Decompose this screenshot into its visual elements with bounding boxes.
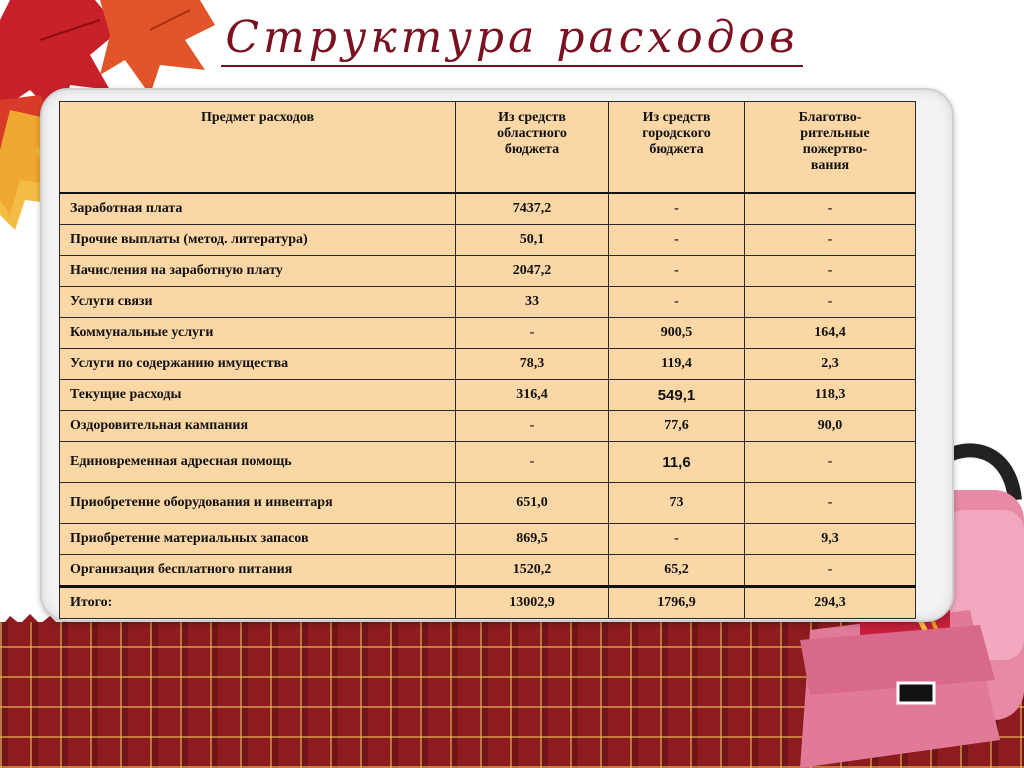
city-value: - — [609, 256, 745, 287]
charity-value: 9,3 — [745, 524, 916, 555]
city-value: 549,1 — [609, 380, 745, 411]
header-charity-donations: Благотво- рительные пожертво- вания — [745, 102, 916, 194]
table-row — [60, 349, 916, 380]
table-header-row — [60, 102, 916, 194]
expense-structure-table — [59, 101, 916, 619]
charity-value: - — [745, 256, 916, 287]
charity-value: 164,4 — [745, 318, 916, 349]
table-row — [60, 256, 916, 287]
expense-name: Единовременная адресная помощь — [60, 442, 456, 483]
regional-value: 651,0 — [456, 483, 609, 524]
total-charity: 294,3 — [745, 587, 916, 619]
expense-name: Услуги по содержанию имущества — [60, 349, 456, 380]
header-city-budget: Из средств городского бюджета — [609, 102, 745, 194]
table-row — [60, 225, 916, 256]
expense-name: Начисления на заработную плату — [60, 256, 456, 287]
city-value: 11,6 — [609, 442, 745, 483]
table-row — [60, 411, 916, 442]
page-title: Структура расходов — [221, 12, 802, 67]
city-value: - — [609, 287, 745, 318]
expense-name: Заработная плата — [60, 193, 456, 225]
city-value: 119,4 — [609, 349, 745, 380]
city-value: 65,2 — [609, 555, 745, 587]
table-total-row — [60, 587, 916, 619]
header-regional-budget: Из средств областного бюджета — [456, 102, 609, 194]
city-value: - — [609, 193, 745, 225]
regional-value: - — [456, 442, 609, 483]
city-value: - — [609, 225, 745, 256]
regional-value: - — [456, 318, 609, 349]
charity-value: - — [745, 555, 916, 587]
expense-name: Прочие выплаты (метод. литература) — [60, 225, 456, 256]
expense-name: Услуги связи — [60, 287, 456, 318]
regional-value: 2047,2 — [456, 256, 609, 287]
table-row — [60, 318, 916, 349]
charity-value: - — [745, 287, 916, 318]
city-value: 77,6 — [609, 411, 745, 442]
table-row — [60, 287, 916, 318]
charity-value: - — [745, 225, 916, 256]
table-row — [60, 524, 916, 555]
charity-value: - — [745, 193, 916, 225]
regional-value: - — [456, 411, 609, 442]
charity-value: 118,3 — [745, 380, 916, 411]
regional-value: 78,3 — [456, 349, 609, 380]
table-row — [60, 380, 916, 411]
expense-name: Оздоровительная кампания — [60, 411, 456, 442]
table-row — [60, 193, 916, 225]
city-value: 73 — [609, 483, 745, 524]
charity-value: - — [745, 442, 916, 483]
charity-value: 2,3 — [745, 349, 916, 380]
regional-value: 7437,2 — [456, 193, 609, 225]
table-row — [60, 442, 916, 483]
total-city: 1796,9 — [609, 587, 745, 619]
header-expense-item: Предмет расходов — [60, 102, 456, 194]
page-title-container — [0, 12, 1024, 63]
expense-name: Приобретение материальных запасов — [60, 524, 456, 555]
regional-value: 1520,2 — [456, 555, 609, 587]
table-row — [60, 483, 916, 524]
expense-name: Текущие расходы — [60, 380, 456, 411]
regional-value: 50,1 — [456, 225, 609, 256]
expense-name: Приобретение оборудования и инвентаря — [60, 483, 456, 524]
table-row — [60, 555, 916, 587]
charity-value: - — [745, 483, 916, 524]
regional-value: 869,5 — [456, 524, 609, 555]
charity-value: 90,0 — [745, 411, 916, 442]
regional-value: 33 — [456, 287, 609, 318]
city-value: 900,5 — [609, 318, 745, 349]
expense-name: Коммунальные услуги — [60, 318, 456, 349]
expense-name: Организация бесплатного питания — [60, 555, 456, 587]
regional-value: 316,4 — [456, 380, 609, 411]
city-value: - — [609, 524, 745, 555]
total-regional: 13002,9 — [456, 587, 609, 619]
total-label: Итого: — [60, 587, 456, 619]
